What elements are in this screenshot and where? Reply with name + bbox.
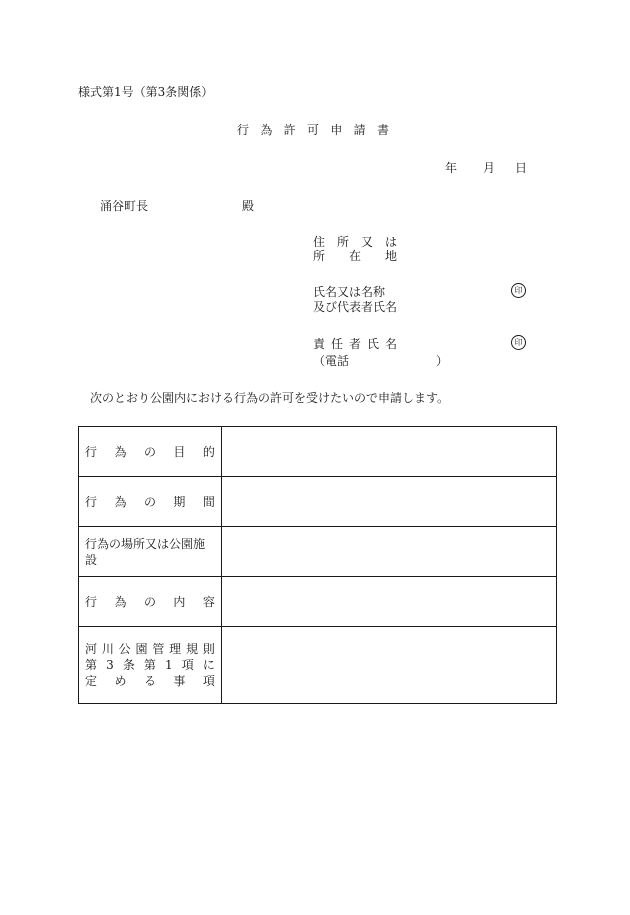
telephone-close-paren: ） [436, 354, 449, 368]
address-label-line1 [313, 236, 397, 248]
label-char: 地 [384, 249, 397, 263]
label-char: 則 [202, 642, 215, 656]
seal-mark: 印 [511, 283, 526, 298]
name-label-line1: 氏名又は名称 [313, 285, 386, 299]
label-char: 事 [173, 674, 186, 688]
label-char: 川 [101, 642, 114, 656]
label-char: 河 [85, 642, 98, 656]
label-char: 行 [85, 444, 98, 459]
label-char: 任 [330, 337, 343, 351]
document-title [237, 124, 389, 136]
title-char: 可 [306, 123, 319, 137]
date-day-label: 日 [515, 161, 528, 175]
addressee: 涌谷町長 [100, 199, 149, 213]
purpose-entry-field[interactable] [221, 427, 556, 477]
title-char: 書 [376, 123, 389, 137]
regulation-items-entry-field[interactable] [221, 627, 556, 704]
row-label-content [79, 577, 222, 627]
label-char: 又 [360, 235, 373, 249]
title-char: 申 [330, 123, 343, 137]
label-char: 理 [169, 642, 182, 656]
label-char: 目 [173, 444, 186, 459]
form-number: 様式第1号（第3条関係） [78, 85, 214, 99]
row-label-location [79, 527, 222, 577]
label-char: め [114, 674, 127, 688]
label-char: 項 [202, 674, 215, 688]
honorific: 殿 [242, 199, 255, 213]
row-label-purpose [79, 427, 222, 477]
label-char: 的 [202, 444, 215, 459]
address-label-line2 [313, 250, 397, 262]
period-entry-field[interactable] [221, 477, 556, 527]
label-char: の [143, 444, 156, 459]
label-char: 条 [122, 658, 135, 672]
label-char: 期 [173, 494, 186, 509]
date-month-label: 月 [483, 161, 496, 175]
label-char: 氏 [366, 337, 379, 351]
label-char: 為 [114, 594, 127, 609]
label-char: に [202, 658, 215, 672]
label-char: 項 [181, 658, 194, 672]
label-char: 3 [106, 658, 114, 672]
label-char: 為 [114, 494, 127, 509]
label-char: 容 [202, 594, 215, 609]
label-char: 為 [114, 444, 127, 459]
telephone-label: （電話 [313, 354, 350, 368]
name-label-line2: 及び代表者氏名 [313, 300, 398, 314]
label-char: 在 [348, 249, 361, 263]
label-char: 名 [384, 337, 397, 351]
label-char: 園 [135, 642, 148, 656]
title-char: 為 [260, 123, 273, 137]
seal-mark: 印 [511, 335, 526, 350]
label-char: 責 [313, 337, 326, 351]
label-char: 内 [173, 594, 186, 609]
label-char: 第 [143, 658, 156, 672]
title-char: 請 [353, 123, 366, 137]
table-row [79, 577, 557, 627]
label-char: 所 [313, 249, 326, 263]
label-char: 第 [85, 658, 98, 672]
label-char: の [143, 494, 156, 509]
title-char: 許 [283, 123, 296, 137]
row-label-regulation-items [79, 627, 222, 704]
location-label-text: 行為の場所又は公園施設 [85, 536, 206, 567]
responsible-person-label [313, 338, 397, 350]
table-row [79, 627, 557, 704]
content-entry-field[interactable] [221, 577, 556, 627]
label-char: 行 [85, 594, 98, 609]
intro-sentence: 次のとおり公園内における行為の許可を受けたいので申請します。 [90, 391, 450, 405]
title-char: 行 [237, 123, 250, 137]
label-char: は [384, 235, 397, 249]
label-char: 間 [202, 494, 215, 509]
label-char: 規 [185, 642, 198, 656]
label-char: 公 [118, 642, 131, 656]
label-char: 所 [336, 235, 349, 249]
label-char: 住 [313, 235, 326, 249]
label-char: 行 [85, 494, 98, 509]
table-row [79, 527, 557, 577]
label-char: 者 [348, 337, 361, 351]
date-year-label: 年 [445, 161, 458, 175]
label-char: の [143, 594, 156, 609]
row-label-period [79, 477, 222, 527]
label-char: 1 [165, 658, 173, 672]
location-entry-field[interactable] [221, 527, 556, 577]
label-char: る [143, 674, 156, 688]
table-row [79, 427, 557, 477]
application-items-table [78, 426, 557, 704]
table-row [79, 477, 557, 527]
label-char: 定 [85, 674, 98, 688]
label-char: 管 [152, 642, 165, 656]
